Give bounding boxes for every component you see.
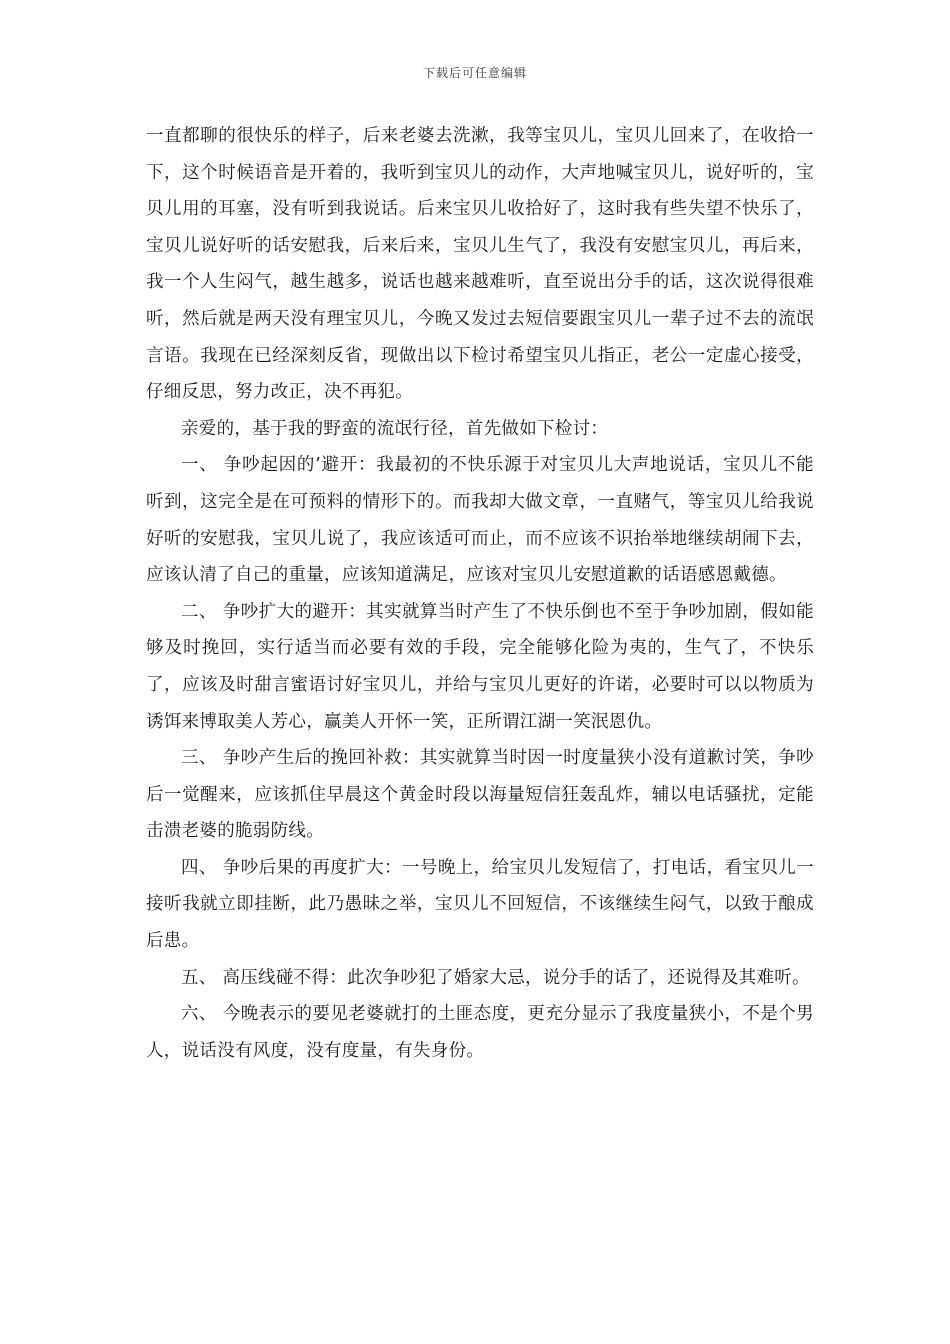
paragraph-intro: 一直都聊的很快乐的样子，后来老婆去洗漱，我等宝贝儿，宝贝儿回来了，在收拾一下，这个时候语音是开着的，我听到宝贝儿的动作，大声地喊宝贝儿，说好听的，宝贝儿用的耳塞，没有听到我说话。后来宝贝儿收拾好了，这时我有些失望不快乐了，宝贝儿说好听的话安慰我，后来后来，宝贝儿生气了，我没有安慰宝贝儿，再后来，我一个人生闷气，越生越多，说话也越来越难听，直至说出分手的话，这次说得很难听，然后就是两天没有理宝贝儿，今晚又发过去短信要跟宝贝儿一辈子过不去的流氓言语。我现在已经深刻反省，现做出以下检讨希望宝贝儿指正，老公一定虚心接受，仔细反思，努力改正，决不再犯。 [146, 126, 814, 403]
document-body [146, 118, 814, 1069]
paragraph-point-4: 四、 争吵后果的再度扩大：一号晚上，给宝贝儿发短信了，打电话，看宝贝儿一接听我就立即挂断，此乃愚昧之举，宝贝儿不回短信，不该继续生闷气，以致于酿成后患。 [146, 857, 814, 952]
paragraph-point-2: 二、 争吵扩大的避开：其实就算当时产生了不快乐倒也不至于争吵加剧，假如能够及时挽回，实行适当而必要有效的手段，完全能够化险为夷的，生气了，不快乐了，应该及时甜言蜜语讨好宝贝儿，并给与宝贝儿更好的许诺，必要时可以以物质为诱饵来博取美人芳心，赢美人开怀一笑，正所谓江湖一笑泯恩仇。 [146, 601, 814, 732]
page-header-note: 下载后可任意编辑 [422, 66, 527, 80]
paragraph-point-5: 五、 高压线碰不得：此次争吵犯了婚家大忌，说分手的话了，还说得及其难听。 [181, 967, 810, 988]
paragraph-point-3: 三、 争吵产生后的挽回补救：其实就算当时因一时度量狭小没有道歉讨笑，争吵后一觉醒来，应该抓住早晨这个黄金时段以海量短信狂轰乱炸，辅以电话骚扰，定能击溃老婆的脆弱防线。 [146, 748, 814, 842]
paragraph-opening: 亲爱的，基于我的野蛮的流氓行径，首先做如下检讨： [181, 418, 609, 439]
paragraph-point-6: 六、 今晚表示的要见老婆就打的土匪态度，更充分显示了我度量狭小，不是个男人，说话没有风度，没有度量，有失身份。 [146, 1004, 814, 1061]
paragraph-point-1: 一、 争吵起因的’避开：我最初的不快乐源于对宝贝儿大声地说话，宝贝儿不能听到，这完全是在可预料的情形下的。而我却大做文章，一直赌气，等宝贝儿给我说好听的安慰我，宝贝儿说了，我应该适可而止，而不应该不识抬举地继续胡闹下去，应该认清了自己的重量，应该知道满足，应该对宝贝儿安慰道歉的话语感恩戴德。 [146, 455, 814, 586]
